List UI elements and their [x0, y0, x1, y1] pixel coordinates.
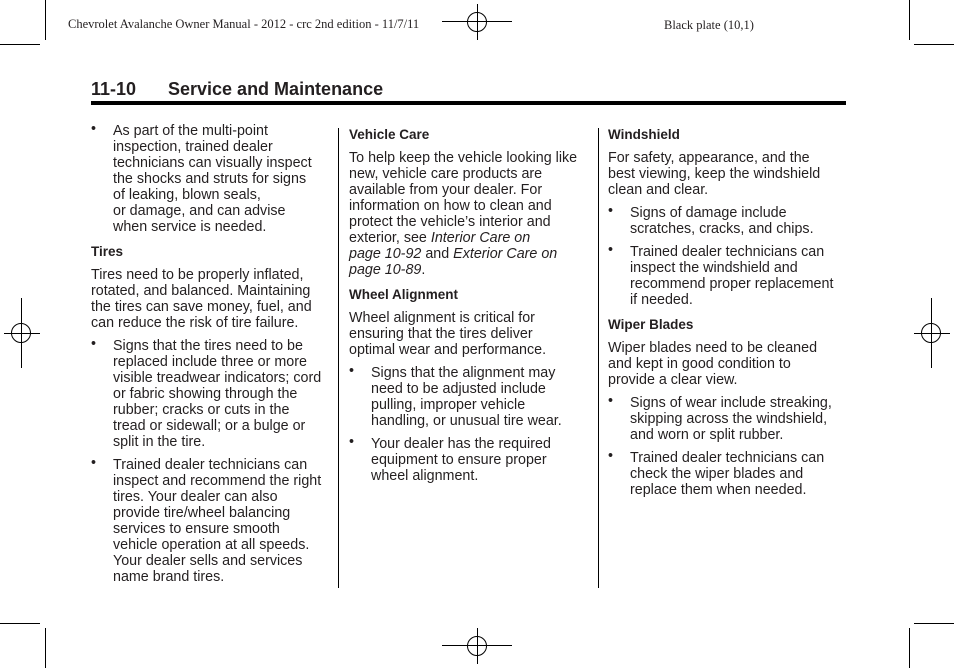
bullet-icon: •	[91, 455, 97, 471]
crop-mark	[0, 623, 40, 624]
section-title: Service and Maintenance	[168, 79, 384, 99]
registration-circle	[467, 636, 487, 656]
crop-mark	[45, 0, 46, 40]
crop-mark	[0, 44, 40, 45]
column-2	[349, 127, 591, 491]
bullet-icon: •	[91, 121, 97, 137]
bullet-item: • Signs that the alignment may need to be adjusted include pulling, improper vehicle handling, or unusual tire wear.	[349, 363, 562, 429]
heading-tires: Tires	[91, 244, 124, 259]
bullet-item: • Trained dealer technicians can inspect and recommend the right tires. Your dealer can also provide tire/wheel balancing services to ensure smooth vehicle operation at all speeds. Your dealer sells and services name brand tires.	[91, 455, 322, 585]
column-3	[608, 127, 850, 505]
crop-mark	[909, 628, 910, 668]
bullet-icon: •	[608, 242, 614, 258]
header-right: Black plate (10,1)	[664, 18, 754, 32]
bullet-item: • As part of the multi-point inspection, trained dealer technicians can visually inspect the shocks and struts for signs of leaking, blown seals, or damage, and can advise when service is needed.	[91, 121, 312, 235]
bullet-icon: •	[349, 363, 355, 379]
crop-mark	[914, 44, 954, 45]
page-title	[91, 79, 383, 100]
bullet-item: • Trained dealer technicians can inspect the windshield and recommend proper replacement if needed.	[608, 242, 834, 308]
bullet-icon: •	[91, 336, 97, 352]
header-left: Chevrolet Avalanche Owner Manual - 2012 - crc 2nd edition - 11/7/11	[68, 17, 420, 31]
heading-wiper-blades: Wiper Blades	[608, 317, 694, 332]
bullet-icon: •	[608, 393, 614, 409]
column-divider	[338, 128, 339, 588]
heading-vehicle-care: Vehicle Care	[349, 127, 430, 142]
bullet-icon: •	[608, 448, 614, 464]
title-rule	[91, 101, 846, 105]
bullet-item: • Your dealer has the required equipment to ensure proper wheel alignment.	[349, 434, 551, 484]
paragraph: Wheel alignment is critical for ensuring that the tires deliver optimal wear and performance.	[349, 310, 547, 358]
bullet-item: • Trained dealer technicians can check the wiper blades and replace them when needed.	[608, 448, 825, 498]
column-divider	[598, 128, 599, 588]
paragraph: Tires need to be properly inflated, rotated, and balanced. Maintaining the tires can save money, fuel, and can reduce the risk of tire failure.	[91, 267, 312, 331]
heading-wheel-alignment: Wheel Alignment	[349, 287, 459, 302]
bullet-item: • Signs of damage include scratches, cracks, and chips.	[608, 203, 814, 237]
bullet-icon: •	[608, 203, 614, 219]
registration-circle	[11, 323, 31, 343]
registration-circle	[467, 12, 487, 32]
page-number: 11-10	[91, 79, 137, 99]
bullet-icon: •	[349, 434, 355, 450]
registration-circle	[921, 323, 941, 343]
crop-mark	[45, 628, 46, 668]
paragraph: To help keep the vehicle looking like new, vehicle care products are available from your dealer. For information on how to clean and protect the vehicle’s interior and exterior, see Interior Care on page 10-92 and Exterior Care on page 10-89.	[349, 150, 578, 278]
paragraph: Wiper blades need to be cleaned and kept in good condition to provide a clear view.	[608, 340, 818, 388]
link-exterior-care[interactable]: Exterior Care on page 10-89	[349, 246, 558, 278]
link-interior-care[interactable]: Interior Care on page 10-92	[349, 230, 531, 262]
bullet-item: • Signs of wear include streaking, skipping across the windshield, and worn or split rubber.	[608, 393, 832, 443]
paragraph: For safety, appearance, and the best viewing, keep the windshield clean and clear.	[608, 150, 821, 198]
column-1	[91, 123, 333, 592]
heading-windshield: Windshield	[608, 127, 680, 142]
crop-mark	[914, 623, 954, 624]
crop-mark	[909, 0, 910, 40]
bullet-item: • Signs that the tires need to be replaced include three or more visible treadwear indicators; cord or fabric showing through the rubber; cracks or cuts in the tread or sidewall; or a bulge or split in the tire.	[91, 336, 322, 450]
